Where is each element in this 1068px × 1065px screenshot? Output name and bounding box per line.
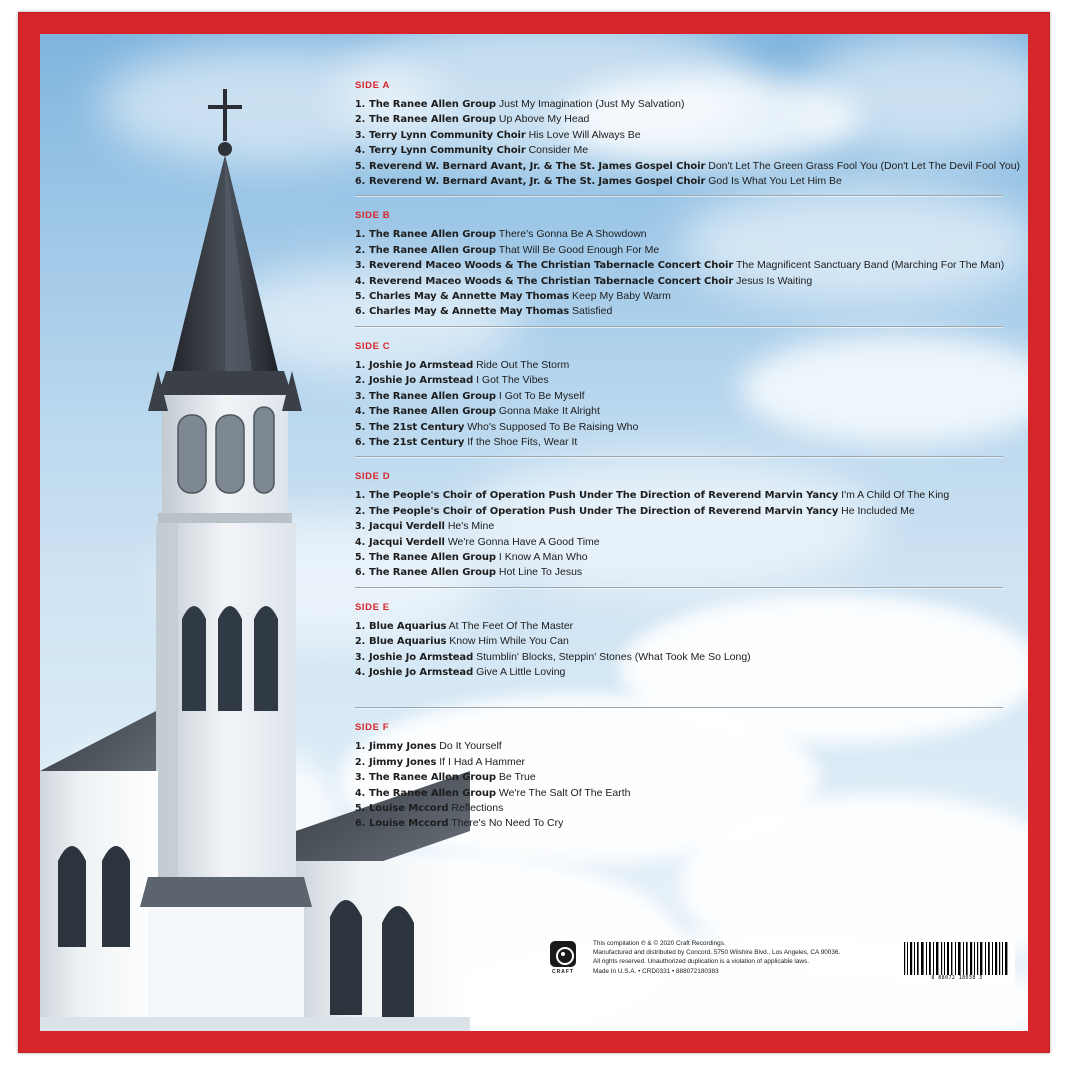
track-row (355, 816, 1003, 831)
track-number: 1. (355, 229, 366, 241)
track-artist: The Ranee Allen Group (369, 114, 496, 126)
track-row (355, 665, 1003, 680)
track-artist: Jimmy Jones (369, 741, 437, 753)
track-number: 2. (355, 114, 366, 126)
track-row (355, 786, 1003, 801)
section-divider (355, 456, 1003, 458)
track-title: There's No Need To Cry (451, 817, 564, 830)
track-artist: Terry Lynn Community Choir (369, 129, 526, 141)
track-number: 2. (355, 756, 366, 768)
album-back-cover-artwork (40, 34, 1028, 1031)
tower-windows (182, 606, 278, 711)
track-row (355, 755, 1003, 770)
track-number: 4. (355, 666, 366, 678)
side-block-a (355, 80, 1021, 197)
steeple-cross (208, 89, 242, 141)
track-artist: The Ranee Allen Group (369, 406, 496, 418)
track-artist: The Ranee Allen Group (369, 244, 496, 256)
legal-line: Made In U.S.A. • CRD0331 • 888072180383 (593, 967, 719, 975)
track-row (355, 227, 1003, 242)
track-number: 6. (355, 436, 366, 448)
track-row (355, 274, 1003, 289)
track-title: Give A Little Loving (476, 665, 566, 678)
track-number: 4. (355, 787, 366, 799)
track-artist: Charles May & Annette May Thomas (369, 291, 570, 303)
track-title: There's Gonna Be A Showdown (498, 228, 647, 241)
track-artist: Reverend W. Bernard Avant, Jr. & The St. James Gospel Choir (369, 160, 706, 172)
track-title: Know Him While You Can (449, 635, 569, 648)
track-title: I Got To Be Myself (498, 389, 585, 402)
track-title: Jesus Is Waiting (736, 274, 813, 287)
track-number: 5. (355, 803, 366, 814)
track-row (355, 358, 1003, 373)
track-title: Keep My Baby Warm (572, 290, 671, 303)
album-sleeve (18, 12, 1050, 1053)
track-number: 6. (355, 818, 366, 830)
track-artist: Blue Aquarius (369, 620, 447, 632)
track-artist: Blue Aquarius (369, 636, 447, 648)
track-title: Hot Line To Jesus (498, 566, 583, 579)
track-row (355, 504, 1003, 519)
track-number: 2. (355, 505, 366, 517)
track-title: His Love Will Always Be (528, 128, 641, 141)
track-artist: The Ranee Allen Group (369, 551, 496, 563)
side-label-a: SIDE A (355, 80, 390, 91)
track-artist: The People's Choir of Operation Push Under The Direction of Reverend Marvin Yancy (369, 490, 839, 502)
side-label-f: SIDE F (355, 722, 390, 734)
track-number: 1. (355, 741, 366, 753)
section-divider (355, 587, 1003, 589)
track-row (355, 258, 1003, 273)
side-block-c (355, 341, 1003, 458)
track-number: 3. (355, 129, 366, 141)
track-row (355, 801, 1003, 816)
track-number: 5. (355, 291, 366, 303)
track-number: 5. (355, 421, 366, 433)
track-number: 3. (355, 260, 366, 272)
track-number: 6. (355, 567, 366, 579)
track-row (355, 97, 1003, 112)
tracklist (355, 80, 1021, 845)
track-title: That Will Be Good Enough For Me (498, 243, 660, 256)
legal-line: Manufactured and distributed by Concord. 5750 Wilshire Blvd., Los Angeles, CA 90036. (593, 949, 841, 957)
track-artist: Reverend Maceo Woods & The Christian Tabernacle Concert Choir (369, 275, 734, 287)
track-artist: The People's Choir of Operation Push Under The Direction of Reverend Marvin Yancy (369, 505, 839, 517)
track-number: 1. (355, 490, 366, 502)
section-divider (355, 195, 1003, 197)
track-artist: Reverend Maceo Woods & The Christian Tabernacle Concert Choir (369, 260, 734, 272)
legal-line: All rights reserved. Unauthorized duplication is a violation of applicable laws. (593, 958, 809, 966)
track-artist: Reverend W. Bernard Avant, Jr. & The St. James Gospel Choir (369, 176, 706, 188)
track-artist: Joshie Jo Armstead (369, 651, 474, 663)
track-row (355, 420, 1003, 435)
track-row (355, 770, 1003, 785)
barcode (899, 939, 1015, 983)
track-number: 5. (355, 160, 366, 172)
track-number: 3. (355, 772, 366, 784)
track-artist: Jimmy Jones (369, 756, 437, 768)
track-artist: Terry Lynn Community Choir (369, 145, 526, 157)
track-title: At The Feet Of The Master (448, 619, 574, 632)
track-artist: The Ranee Allen Group (369, 229, 496, 241)
track-title: Up Above My Head (498, 113, 590, 126)
track-title: Who's Supposed To Be Raising Who (467, 420, 639, 433)
side-label-c: SIDE C (355, 340, 391, 352)
legal-line: This compilation ℗ & © 2020 Craft Recordings. (593, 940, 726, 947)
track-number: 4. (355, 145, 366, 157)
track-artist: Louise Mccord (369, 818, 449, 830)
track-artist: The Ranee Allen Group (369, 567, 496, 579)
side-label-b: SIDE B (355, 210, 391, 222)
track-title: I'm A Child Of The King (841, 489, 950, 502)
track-title: Do It Yourself (439, 740, 502, 753)
track-number: 4. (355, 536, 366, 548)
side-label-d: SIDE D (355, 471, 391, 483)
track-artist: The Ranee Allen Group (369, 390, 496, 402)
track-number: 3. (355, 521, 366, 533)
side-block-e (355, 602, 1003, 710)
track-title: I Got The Vibes (476, 374, 549, 387)
track-number: 3. (355, 651, 366, 663)
track-row (355, 112, 1003, 127)
track-number: 4. (355, 406, 366, 418)
barcode-bars (903, 942, 1011, 975)
track-number: 5. (355, 551, 366, 563)
track-row (355, 739, 1003, 754)
track-row (355, 243, 1003, 258)
barcode-number: 8 88072 18038 3 (931, 975, 983, 981)
track-number: 4. (355, 275, 366, 287)
track-row (355, 289, 1003, 304)
track-row (355, 404, 1003, 419)
track-artist: Louise Mccord (369, 803, 449, 814)
track-title: If the Shoe Fits, Wear It (467, 435, 578, 448)
track-title: Satisfied (572, 305, 613, 318)
track-title: Just My Imagination (Just My Salvation) (498, 98, 685, 110)
side-block-f (355, 722, 1003, 831)
track-row (355, 634, 1003, 649)
track-artist: Charles May & Annette May Thomas (369, 306, 570, 318)
legal-text (593, 939, 840, 976)
track-row (355, 143, 1003, 158)
track-row (355, 619, 1003, 634)
track-row (355, 304, 1003, 319)
track-title: Be True (498, 771, 536, 784)
track-title: Stumblin' Blocks, Steppin' Stones (What Took Me So Long) (476, 650, 751, 663)
track-row (355, 650, 1003, 665)
track-title: Gonna Make It Alright (498, 405, 600, 418)
track-title: We're Gonna Have A Good Time (447, 535, 600, 548)
track-title: I Know A Man Who (498, 550, 588, 563)
track-row (355, 535, 1003, 550)
track-row (355, 128, 1003, 143)
track-artist: Joshie Jo Armstead (369, 359, 474, 371)
track-artist: Joshie Jo Armstead (369, 375, 474, 387)
track-number: 1. (355, 359, 366, 371)
footer-row (545, 939, 1015, 993)
track-number: 3. (355, 390, 366, 402)
track-number: 1. (355, 99, 366, 110)
track-artist: The Ranee Allen Group (369, 99, 496, 110)
track-artist: Jacqui Verdell (369, 536, 445, 548)
track-title: Reflections (451, 802, 504, 814)
track-number: 6. (355, 176, 366, 188)
track-row (355, 488, 1003, 503)
track-row (355, 174, 1003, 189)
track-title: We're The Salt Of The Earth (498, 786, 631, 799)
track-row (355, 373, 1003, 388)
track-number: 2. (355, 636, 366, 648)
track-artist: Joshie Jo Armstead (369, 666, 474, 678)
track-title: He Included Me (841, 504, 915, 517)
track-row (355, 565, 1003, 580)
track-number: 1. (355, 620, 366, 632)
track-title: If I Had A Hammer (439, 755, 526, 768)
track-number: 2. (355, 375, 366, 387)
track-number: 6. (355, 306, 366, 318)
craft-logo-icon (550, 941, 576, 967)
track-title: Ride Out The Storm (476, 358, 570, 371)
track-title: Consider Me (528, 144, 589, 157)
side-block-d (355, 471, 1003, 588)
track-number: 2. (355, 244, 366, 256)
track-artist: Jacqui Verdell (369, 521, 445, 533)
section-divider (355, 707, 1003, 709)
track-title: Don't Let The Green Grass Fool You (Don't Let The Devil Fool You) (708, 159, 1021, 172)
track-artist: The 21st Century (369, 421, 465, 433)
side-label-e: SIDE E (355, 601, 390, 613)
track-title: God Is What You Let Him Be (708, 175, 842, 188)
track-row (355, 550, 1003, 565)
track-row (355, 159, 1021, 174)
track-row (355, 435, 1003, 450)
belfry-louvers (178, 407, 274, 493)
track-artist: The Ranee Allen Group (369, 772, 496, 784)
track-title: The Magnificent Sanctuary Band (Marching For The Man) (735, 259, 1005, 272)
craft-recordings-logo (545, 941, 581, 975)
track-row (355, 519, 1003, 534)
section-divider (355, 326, 1003, 328)
track-artist: The Ranee Allen Group (369, 787, 496, 799)
track-title: He's Mine (447, 520, 495, 533)
track-row (355, 389, 1003, 404)
track-artist: The 21st Century (369, 436, 465, 448)
craft-logo-wordmark: CRAFT (552, 969, 574, 975)
side-block-b (355, 210, 1003, 327)
